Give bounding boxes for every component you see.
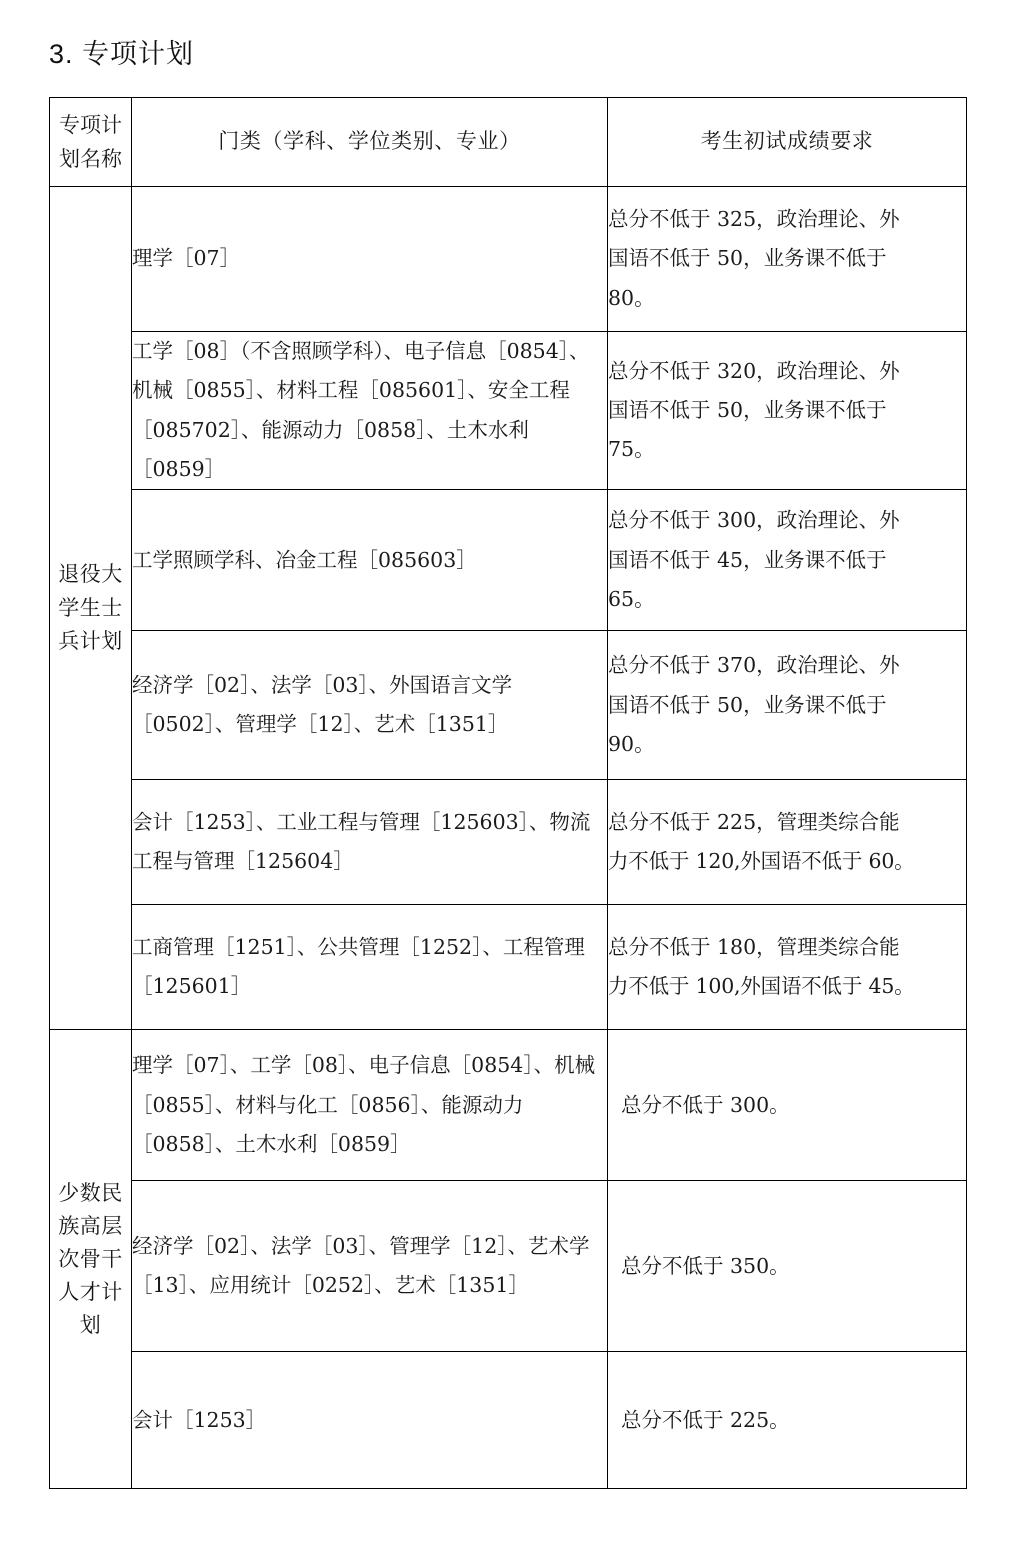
- category-cell: [132, 905, 608, 1030]
- plan-table-container: [49, 97, 966, 1489]
- score-line: 80。: [608, 285, 655, 310]
- score-cell: [608, 332, 967, 490]
- score-line: 总分不低于 370，政治理论、外: [608, 653, 900, 678]
- header-cell-plan-name: [50, 98, 132, 187]
- score-line: 90。: [608, 732, 655, 757]
- category-cell: [132, 631, 608, 780]
- header-label-category: 门类（学科、学位类别、专业）: [218, 129, 521, 154]
- special-plan-table: [49, 97, 967, 1489]
- table-header-row: [50, 98, 967, 187]
- category-cell: [132, 1352, 608, 1489]
- score-cell: [608, 1352, 967, 1489]
- score-line: 力不低于 100,外国语不低于 45。: [608, 974, 915, 999]
- table-row: [50, 1030, 967, 1181]
- score-line: 总分不低于 225。: [621, 1407, 790, 1432]
- score-line: 总分不低于 300，政治理论、外: [608, 508, 900, 533]
- table-row: [50, 490, 967, 631]
- header-label-score: 考生初试成绩要求: [700, 129, 874, 154]
- category-text: 工学［08］（不含照顾学科）、电子信息［0854］、机械［0855］、材料工程［085601］、安全工程［085702］、能源动力［0858］、土木水利［0859］: [132, 339, 590, 482]
- score-line: 总分不低于 350。: [621, 1253, 790, 1278]
- table-row: [50, 1352, 967, 1489]
- score-line: 总分不低于 300。: [621, 1092, 790, 1117]
- category-cell: [132, 490, 608, 631]
- category-text: 经济学［02］、法学［03］、外国语言文学［0502］、管理学［12］、艺术［1351］: [132, 673, 513, 737]
- page-title: 3. 专项计划: [49, 39, 195, 69]
- category-text: 理学［07］: [132, 246, 241, 271]
- score-cell: [608, 490, 967, 631]
- category-text: 会计［1253］: [132, 1407, 267, 1432]
- header-cell-category: [132, 98, 608, 187]
- table-row: [50, 631, 967, 780]
- score-line: 力不低于 120,外国语不低于 60。: [608, 849, 915, 874]
- group-label-text: 退役大学生士兵计划: [58, 562, 123, 653]
- score-line: 国语不低于 50，业务课不低于: [608, 398, 887, 423]
- score-cell: [608, 187, 967, 332]
- table-row: [50, 187, 967, 332]
- score-cell: [608, 1181, 967, 1352]
- category-cell: [132, 187, 608, 332]
- score-line: 国语不低于 50，业务课不低于: [608, 246, 887, 271]
- table-row: [50, 780, 967, 905]
- score-cell: [608, 780, 967, 905]
- score-line: 国语不低于 50，业务课不低于: [608, 692, 887, 717]
- score-line: 65。: [608, 587, 655, 612]
- group-label-text: 少数民族高层次骨干人才计划: [58, 1180, 123, 1338]
- category-text: 工商管理［1251］、公共管理［1252］、工程管理［125601］: [132, 935, 585, 999]
- category-text: 经济学［02］、法学［03］、管理学［12］、艺术学［13］、应用统计［0252］、艺术［1351］: [132, 1234, 590, 1298]
- header-label-plan-name: 专项计划名称: [59, 112, 122, 171]
- category-text: 理学［07］、工学［08］、电子信息［0854］、机械［0855］、材料与化工［0856］、能源动力［0858］、土木水利［0859］: [132, 1053, 596, 1157]
- score-line: 75。: [608, 437, 655, 462]
- score-line: 总分不低于 225，管理类综合能: [608, 810, 900, 835]
- score-line: 总分不低于 320，政治理论、外: [608, 358, 900, 383]
- category-cell: [132, 332, 608, 490]
- category-cell: [132, 780, 608, 905]
- group-label-cell-minority-backbone-talent: [50, 1030, 132, 1489]
- category-text: 会计［1253］、工业工程与管理［125603］、物流工程与管理［125604］: [132, 810, 591, 874]
- score-line: 总分不低于 325，政治理论、外: [608, 206, 900, 231]
- header-cell-score: [608, 98, 967, 187]
- score-cell: [608, 905, 967, 1030]
- score-cell: [608, 1030, 967, 1181]
- category-text: 工学照顾学科、冶金工程［085603］: [132, 547, 477, 572]
- category-cell: [132, 1181, 608, 1352]
- group-label-cell-veteran-student-soldier: [50, 187, 132, 1030]
- category-cell: [132, 1030, 608, 1181]
- score-line: 总分不低于 180，管理类综合能: [608, 935, 900, 960]
- table-row: [50, 332, 967, 490]
- table-row: [50, 1181, 967, 1352]
- table-row: [50, 905, 967, 1030]
- score-cell: [608, 631, 967, 780]
- score-line: 国语不低于 45，业务课不低于: [608, 547, 887, 572]
